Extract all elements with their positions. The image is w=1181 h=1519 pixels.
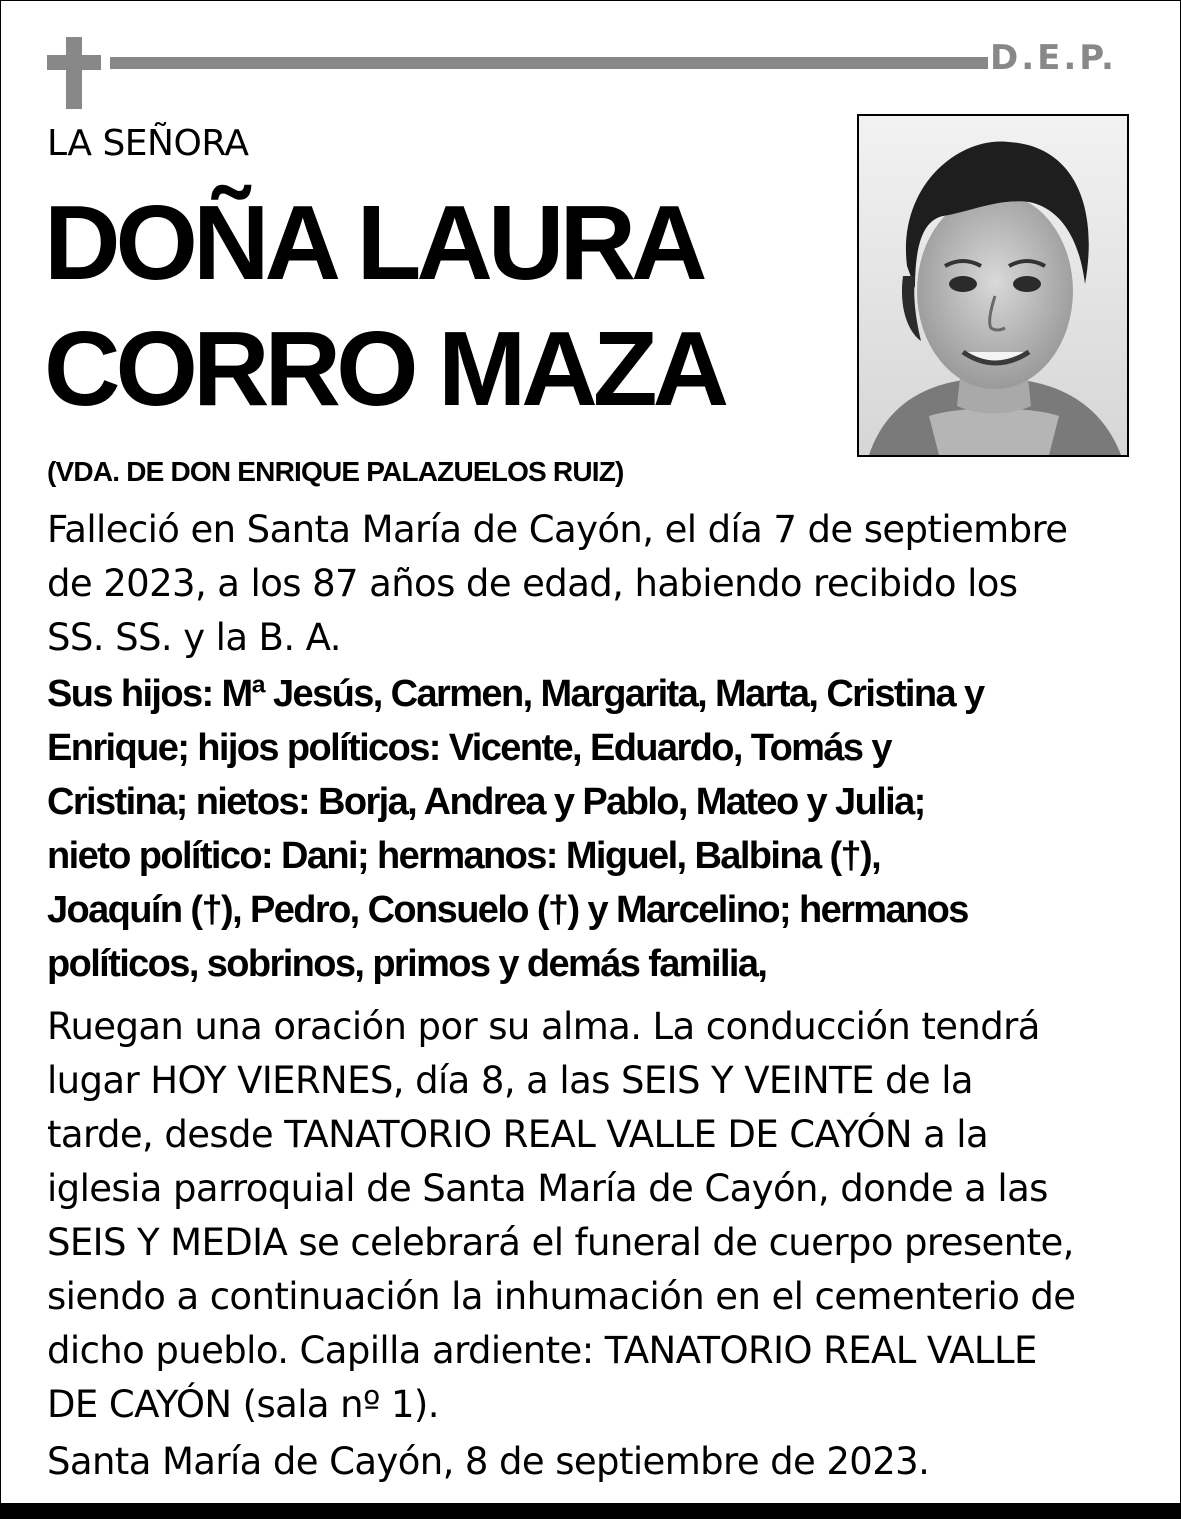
widow-of: (VDA. DE DON ENRIQUE PALAZUELOS RUIZ) [47,456,624,487]
place-date-signature: Santa María de Cayón, 8 de septiembre de 2023. [47,1440,930,1483]
family-line: Sus hijos: Mª Jesús, Carmen, Margarita, Marta, Cristina y [47,673,984,715]
funeral-line: iglesia parroquial de Santa María de Cayón, donde a las [47,1167,1048,1210]
funeral-line: dicho pueblo. Capilla ardiente: TANATORIO REAL VALLE [47,1329,1037,1372]
death-notice-line: Falleció en Santa María de Cayón, el día 7 de septiembre [47,508,1068,551]
portrait-photo [857,114,1129,457]
cross-icon [47,37,101,109]
funeral-line: siendo a continuación la inhumación en el cementerio de [47,1275,1076,1318]
funeral-line: lugar HOY VIERNES, día 8, a las SEIS Y VEINTE de la [47,1059,973,1102]
death-notice-paragraph [47,503,1137,665]
pre-title: LA SEÑORA [47,123,249,164]
dep-label: D.E.P. [990,38,1117,78]
family-line: Cristina; nietos: Borja, Andrea y Pablo, Mateo y Julia; [47,781,925,823]
funeral-line: tarde, desde TANATORIO REAL VALLE DE CAYÓN a la [47,1113,989,1156]
portrait-icon [859,116,1127,455]
death-notice-line: SS. SS. y la B. A. [47,616,341,659]
family-line: Enrique; hijos políticos: Vicente, Eduardo, Tomás y [47,727,891,769]
funeral-line: Ruegan una oración por su alma. La conducción tendrá [47,1005,1040,1048]
bottom-rule [0,1503,1181,1519]
funeral-line: DE CAYÓN (sala nº 1). [47,1383,439,1426]
death-notice-line: de 2023, a los 87 años de edad, habiendo recibido los [47,562,1018,605]
funeral-line: SEIS Y MEDIA se celebrará el funeral de cuerpo presente, [47,1221,1074,1264]
family-line: Joaquín (†), Pedro, Consuelo (†) y Marcelino; hermanos [47,889,968,931]
deceased-name-line2: CORRO MAZA [44,310,725,428]
family-line: políticos, sobrinos, primos y demás familia, [47,943,767,985]
header-rule [110,57,988,69]
funeral-paragraph [47,1000,1137,1432]
family-paragraph [47,667,1137,991]
family-line: nieto político: Dani; hermanos: Miguel, Balbina (†), [47,835,881,877]
deceased-name-line1: DOÑA LAURA [44,184,703,302]
